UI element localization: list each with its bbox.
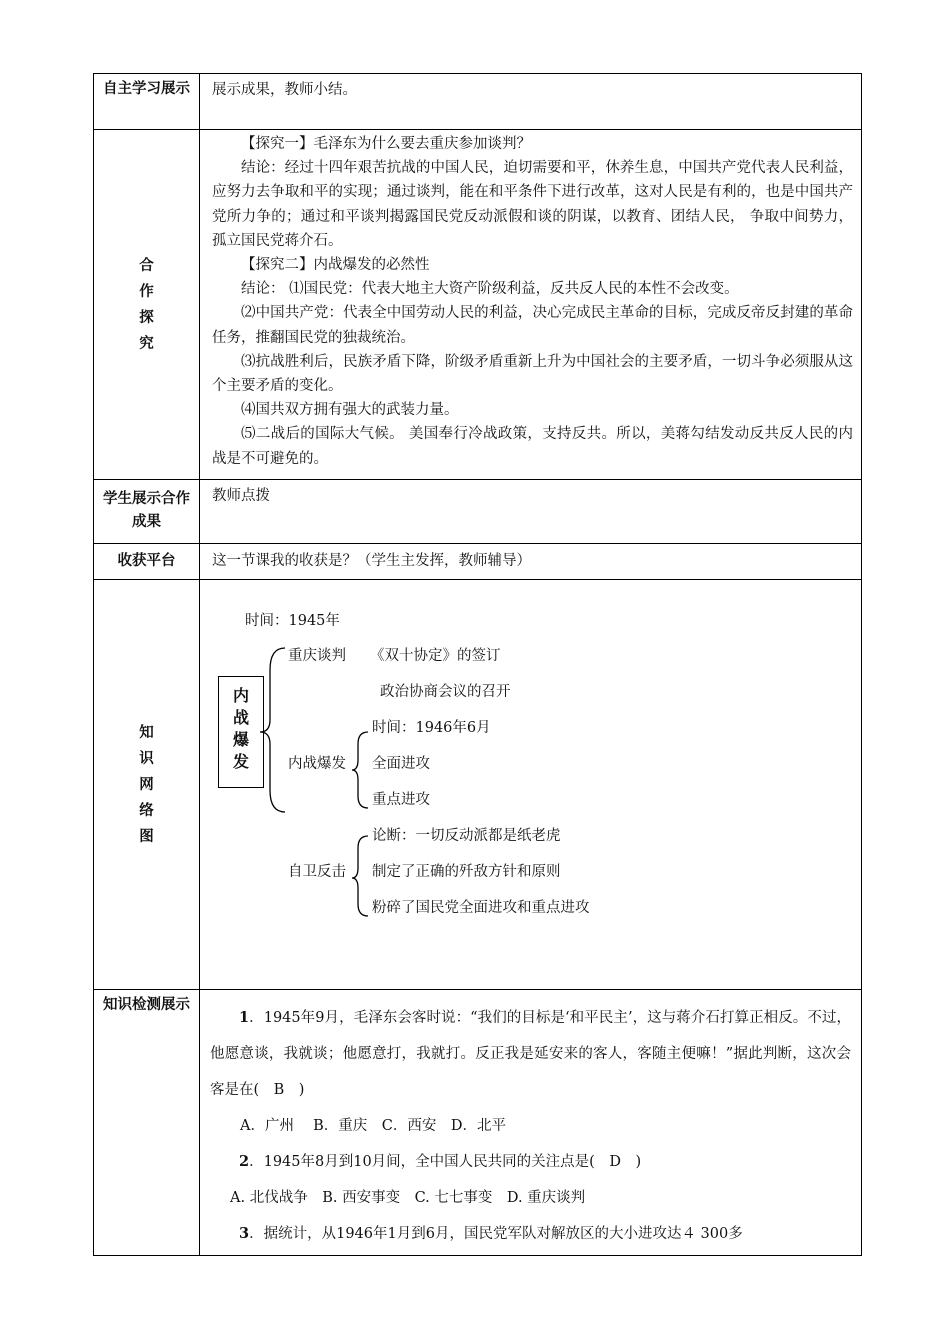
row-self-study bbox=[94, 74, 862, 130]
knowledge-map bbox=[200, 580, 861, 985]
label-char: 作 bbox=[139, 283, 154, 300]
lesson-table bbox=[93, 73, 862, 1256]
label-quiz: 知识检测展示 bbox=[94, 990, 200, 1256]
row-harvest bbox=[94, 544, 862, 580]
question-text: ．1945年9月，毛泽东会客时说：“我们的目标是‘和平民主’，这与蒋介石打算正相反。不过，他愿意谈，我就谈；他愿意打，我就打。反正我是延安来的客人，客随主便嘛！”据此判断，这次会客是在( B ) bbox=[210, 1010, 851, 1098]
quiz-content bbox=[200, 990, 861, 1252]
row-cooperate bbox=[94, 130, 862, 480]
label-char: 络 bbox=[139, 802, 154, 819]
question-text: ．据统计，从1946年1月到6月，国民党军队对解放区的大小进攻达４ 300多 bbox=[249, 1226, 743, 1242]
map-full-attack: 全面进攻 bbox=[372, 756, 430, 772]
box-char: 内 bbox=[232, 686, 249, 705]
map-zhengxie: 政治协商会议的召开 bbox=[380, 684, 511, 700]
label-cooperate bbox=[94, 130, 200, 480]
inquiry-two-point-2: ⑵中国共产党：代表全中国劳动人民的利益，决心完成民主革命的目标，完成反帝反封建的革命任务，推翻国民党的独裁统治。 bbox=[212, 305, 853, 346]
label-char: 识 bbox=[139, 750, 154, 767]
inquiry-one-title: 【探究一】毛泽东为什么要去重庆参加谈判？ bbox=[241, 136, 531, 152]
label-char: 究 bbox=[139, 335, 154, 352]
label-self-study: 自主学习展示 bbox=[94, 74, 200, 130]
map-shuangshi: 《双十协定》的签订 bbox=[370, 648, 501, 664]
question-3 bbox=[210, 1216, 851, 1252]
map-selfdefense: 自卫反击 bbox=[288, 864, 346, 880]
label-harvest: 收获平台 bbox=[94, 544, 200, 580]
box-char: 战 bbox=[232, 708, 249, 727]
inquiry-two-point-4: ⑷国共双方拥有强大的武装力量。 bbox=[241, 402, 459, 419]
civil-war-outbreak-box bbox=[218, 676, 264, 788]
row-show bbox=[94, 480, 862, 544]
inquiry-two-point-1: 结论： ⑴国民党：代表大地主大资产阶级利益，反共反人民的本性不会改变。 bbox=[241, 281, 739, 298]
selfdefense-brace bbox=[352, 836, 368, 916]
map-key-attack: 重点进攻 bbox=[372, 792, 430, 808]
question-1-options: A．广州 B．重庆 C．西安 D．北平 bbox=[240, 1118, 506, 1134]
question-number: 3 bbox=[239, 1225, 250, 1242]
label-show: 学生展示合作成果 bbox=[94, 480, 200, 544]
map-thesis: 论断：一切反动派都是纸老虎 bbox=[372, 828, 561, 844]
label-char: 图 bbox=[139, 828, 154, 845]
inquiry-one-conclusion: 结论：经过十四年艰苦抗战的中国人民，迫切需要和平，休养生息，中国共产党代表人民利益，应努力去争取和平的实现；通过谈判，能在和平条件下进行改革，这对人民是有利的，也是中国共产党所力争的；通过和平谈判揭露国民党反动派假和谈的阴谋，以教育、团结人民， 争取中间势力，孤立国民党蒋介石。 bbox=[212, 160, 853, 249]
harvest-text: 这一节课我的收获是？（学生主发挥，教师辅导） bbox=[212, 553, 531, 570]
map-outbreak: 内战爆发 bbox=[288, 756, 346, 772]
question-number: 2 bbox=[239, 1153, 250, 1170]
question-2-options: A. 北伐战争 B. 西安事变 C. 七七事变 D. 重庆谈判 bbox=[230, 1190, 586, 1206]
label-knowledge-map bbox=[94, 580, 200, 990]
question-2 bbox=[210, 1144, 851, 1180]
box-char: 发 bbox=[232, 752, 249, 771]
map-policy: 制定了正确的歼敌方针和原则 bbox=[372, 864, 561, 880]
label-char: 合 bbox=[139, 257, 154, 274]
row-quiz bbox=[94, 990, 862, 1256]
label-char: 探 bbox=[139, 309, 154, 326]
inquiry-two-point-5: ⑸二战后的国际大气候。 美国奉行冷战政策，支持反共。所以，美蒋勾结发动反共反人民的内战是不可避免的。 bbox=[212, 426, 853, 467]
show-text: 教师点拨 bbox=[212, 488, 270, 504]
question-number: 1 bbox=[239, 1009, 250, 1026]
map-time: 时间：1945年 bbox=[245, 613, 340, 629]
inquiry-two-title: 【探究二】内战爆发的必然性 bbox=[241, 257, 430, 274]
inquiry-two-point-3: ⑶抗战胜利后，民族矛盾下降，阶级矛盾重新上升为中国社会的主要矛盾，一切斗争必须服从这个主要矛盾的变化。 bbox=[212, 353, 853, 395]
self-study-text: 展示成果，教师小结。 bbox=[212, 82, 357, 98]
label-char: 网 bbox=[139, 776, 154, 793]
row-knowledge-map bbox=[94, 580, 862, 990]
label-char: 知 bbox=[139, 724, 154, 741]
box-char: 爆 bbox=[232, 730, 249, 749]
outbreak-brace bbox=[352, 732, 368, 808]
question-text: ．1945年8月到10月间，全中国人民共同的关注点是( D ) bbox=[249, 1154, 642, 1170]
main-brace bbox=[260, 648, 285, 812]
map-outbreak-time: 时间：1946年6月 bbox=[372, 720, 491, 736]
map-smash: 粉碎了国民党全面进攻和重点进攻 bbox=[372, 900, 590, 916]
map-chongqing: 重庆谈判 bbox=[288, 648, 346, 664]
question-1 bbox=[210, 1000, 851, 1108]
